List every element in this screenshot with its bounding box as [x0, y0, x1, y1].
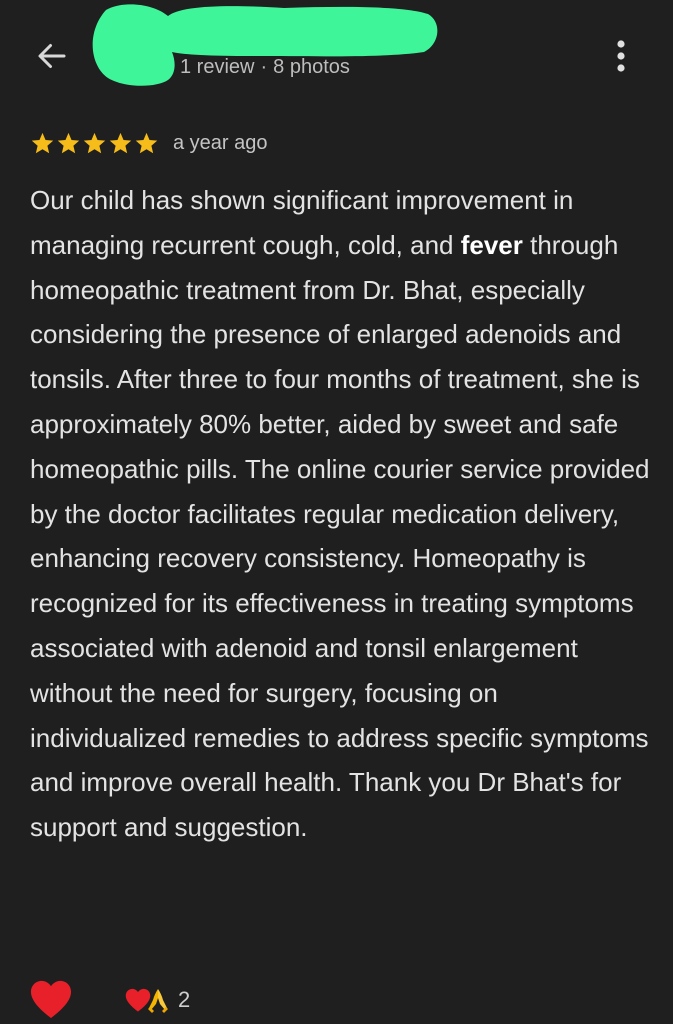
star-icon [56, 131, 81, 156]
review-time: a year ago [173, 131, 268, 154]
reaction-summary[interactable] [124, 986, 190, 1014]
more-options-button[interactable] [604, 34, 638, 78]
star-icon [82, 131, 107, 156]
rating-row [30, 128, 268, 158]
review-text-part-2: through homeopathic treatment from Dr. Bhat, especially considering the presence of enlarged adenoids and tonsils. After three to four months of treatment, she is approximately 80% better, aided by sweet and safe homeopathic pills. The online courier service provided by the doctor facilitates regular medication delivery, enhancing recovery consistency. Homeopathy is recognized for its effectiveness in treating symptoms associated with adenoid and tonsil enlargement without the need for surgery, focusing on individualized remedies to address specific symptoms and improve overall health. Thank you Dr Bhat's for support and suggestion. [30, 229, 650, 843]
review-text-bold: fever [460, 229, 523, 260]
back-button[interactable] [30, 34, 74, 78]
arrow-left-icon [34, 38, 70, 74]
star-icon [30, 131, 55, 156]
review-header [0, 0, 673, 110]
review-count: 1 review [180, 56, 255, 78]
react-button[interactable] [28, 978, 74, 1022]
star-rating [30, 131, 159, 156]
reaction-count: 2 [178, 987, 191, 1012]
star-icon [108, 131, 133, 156]
meta-separator: · [260, 56, 268, 78]
review-text [30, 178, 655, 850]
review-text-part-1: Our child has shown significant improvement in managing recurrent cough, cold, and [30, 185, 574, 260]
folded-hands-icon [146, 986, 170, 1014]
heart-icon [28, 978, 74, 1020]
reviewer-stats [180, 56, 350, 79]
photo-count: 8 photos [273, 56, 350, 78]
star-icon [134, 131, 159, 156]
more-vertical-icon [615, 38, 627, 74]
reaction-bar [28, 976, 190, 1024]
